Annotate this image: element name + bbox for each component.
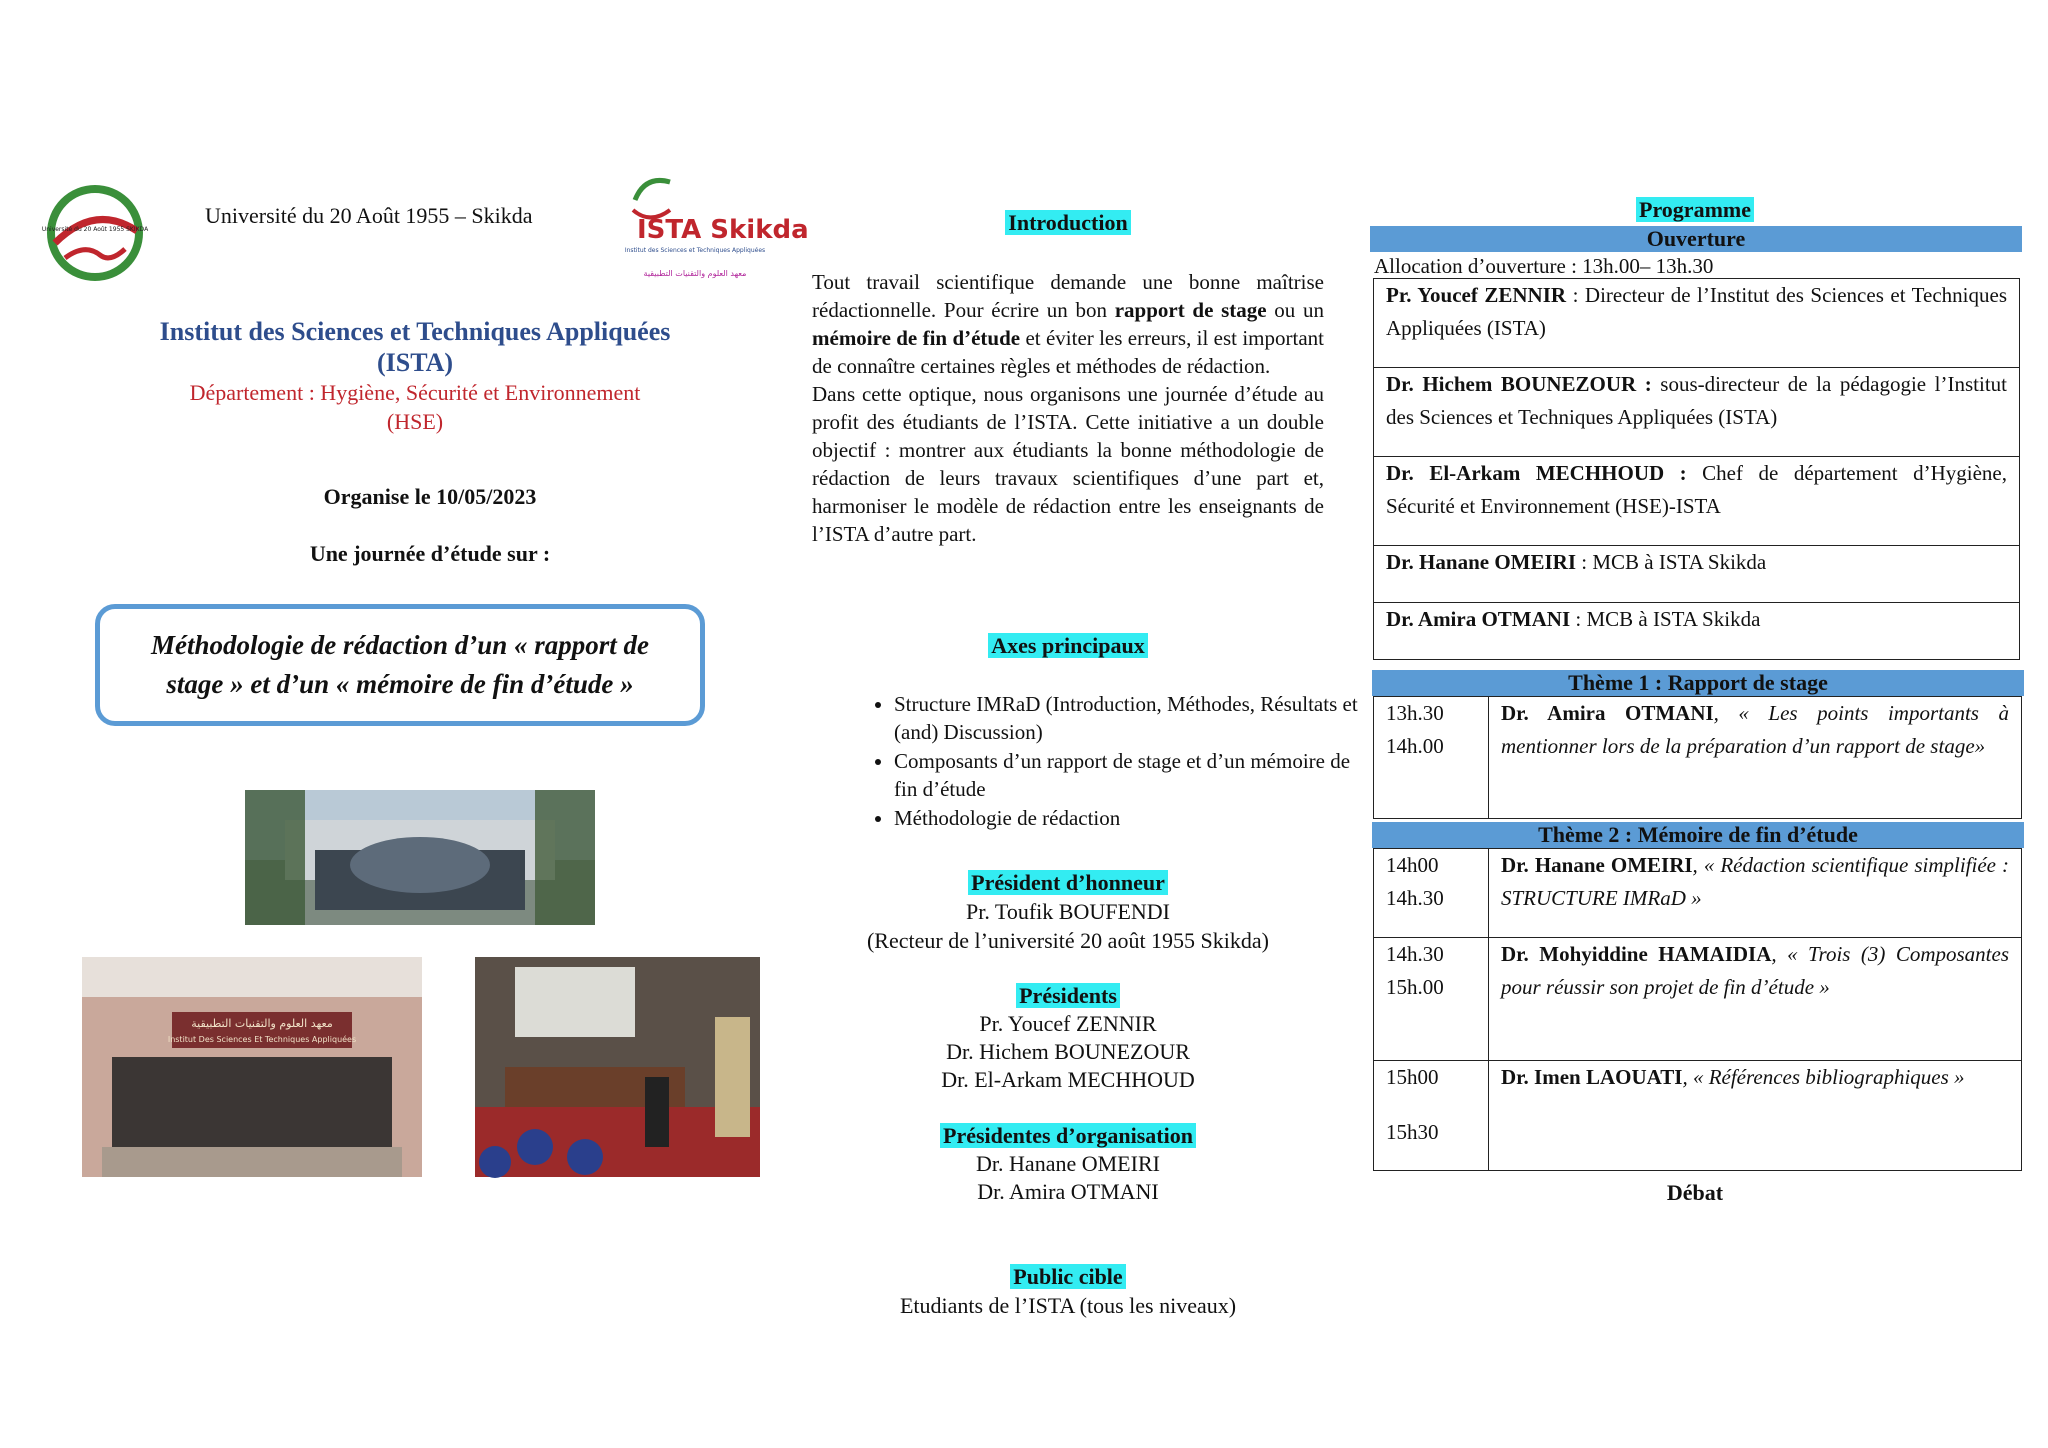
theme1-table	[1373, 696, 2022, 819]
programme-heading: Programme	[1636, 197, 1754, 222]
time-start: 14h00	[1386, 853, 1439, 877]
time-end: 15h.00	[1386, 975, 1444, 999]
theme-box	[95, 604, 705, 726]
speaker-name: Dr. Hanane OMEIRI	[1386, 550, 1576, 574]
building-sign-french: Institut Des Sciences Et Techniques Appliquées	[167, 1035, 357, 1044]
table-row	[1374, 546, 2020, 603]
talk-title: , « Références bibliographiques »	[1682, 1065, 1965, 1089]
ouverture-bar: Ouverture	[1370, 226, 2022, 252]
talk-cell	[1489, 1061, 2022, 1171]
ista-logo-arabic: معهد العلوم والتقنيات التطبيقية	[643, 269, 747, 278]
speaker-name: Dr. Hanane OMEIRI	[1501, 853, 1693, 877]
public-heading: Public cible	[1010, 1264, 1125, 1289]
campus-entrance-photo	[245, 790, 595, 925]
theme1-bar: Thème 1 : Rapport de stage	[1372, 670, 2024, 696]
debat-label: Débat	[1666, 1180, 1724, 1205]
organiser-name: Dr. Hanane OMEIRI	[976, 1151, 1160, 1176]
intro-text-part: ou un	[1266, 298, 1325, 322]
speaker-role: sous-directeur de la pédagogie l’Institut des Sciences et Techniques Appliquées (ISTA)	[1386, 372, 2007, 429]
ista-logo-text: ISTA Skikda	[637, 215, 809, 245]
introduction-text	[812, 268, 1324, 548]
time-cell	[1374, 938, 1489, 1061]
organise-date: Organise le 10/05/2023	[323, 484, 537, 509]
time-cell	[1374, 1061, 1489, 1171]
honorary-president-role: (Recteur de l’université 20 août 1955 Skikda)	[866, 928, 1269, 953]
theme-title: Méthodologie de rédaction d’un « rapport de stage » et d’un « mémoire de fin d’étude »	[151, 630, 649, 699]
time-start: 15h00	[1386, 1065, 1439, 1089]
president-name: Dr. El-Arkam MECHHOUD	[941, 1067, 1195, 1092]
intro-bold-rapport: rapport de stage	[1114, 298, 1267, 322]
speaker-role: : MCB à ISTA Skikda	[1570, 607, 1761, 631]
presidents-section	[812, 982, 1324, 1094]
speaker-name: Dr. Amira OTMANI	[1501, 701, 1714, 725]
introduction-paragraph-2: Dans cette optique, nous organisons une journée d’étude au profit des étudiants de l’ISTA. Cette initiative a un double objectif : montrer aux étudiants la bonne méthodologie de rédaction de leurs travaux scientifiques d’une part et, harmoniser le modèle de rédaction entre les enseignants de l’ISTA d’autre part.	[812, 382, 1324, 546]
ista-logo	[624, 170, 809, 285]
talk-cell	[1489, 849, 2022, 938]
talk-title: , « Rédaction scientifique simplifiée : STRUCTURE IMRaD »	[1501, 853, 2009, 910]
table-row	[1374, 1061, 2022, 1171]
department-line2: (HSE)	[386, 409, 444, 434]
university-name: Université du 20 Août 1955 – Skikda	[205, 203, 533, 228]
public-section	[812, 1262, 1324, 1320]
journee-label: Une journée d’étude sur :	[309, 541, 551, 566]
time-cell	[1374, 697, 1489, 819]
time-cell	[1374, 849, 1489, 938]
programme-title	[1370, 197, 2020, 223]
speaker-name: Dr. El-Arkam MECHHOUD :	[1386, 461, 1687, 485]
honorary-president-heading: Président d’honneur	[968, 870, 1168, 895]
axes-list	[860, 690, 1364, 833]
talk-title: , « Trois (3) Composantes pour réussir son projet de fin d’étude »	[1501, 942, 2009, 999]
table-row	[1374, 938, 2022, 1061]
honorary-president-section	[812, 868, 1324, 955]
speaker-name: Dr. Mohyiddine HAMAIDIA	[1501, 942, 1772, 966]
organisation-heading: Présidentes d’organisation	[940, 1123, 1196, 1148]
department-line1: Département : Hygiène, Sécurité et Environnement	[189, 380, 641, 405]
time-end: 15h30	[1386, 1120, 1439, 1144]
opening-speaker	[1374, 546, 2020, 603]
axes-item: • Méthodologie de rédaction	[894, 804, 1364, 832]
axes-item: • Composants d’un rapport de stage et d’un mémoire de fin d’étude	[894, 747, 1364, 803]
speaker-role: : Directeur de l’Institut des Sciences et Techniques Appliquées (ISTA)	[1386, 283, 2008, 340]
institute-title-line1: Institut des Sciences et Techniques Appliquées	[159, 317, 671, 346]
university-logo-text: Université du 20 Août 1955 SKIKDA	[41, 226, 149, 233]
intro-text-part: et éviter les erreurs, il est important de connaître certaines règles et méthodes de rédaction.	[812, 326, 1324, 378]
talk-cell	[1489, 697, 2022, 819]
table-row	[1374, 457, 2020, 546]
table-row	[1374, 279, 2020, 368]
presidents-heading: Présidents	[1016, 983, 1120, 1008]
organiser-name: Dr. Amira OTMANI	[977, 1179, 1159, 1204]
opening-speaker	[1374, 603, 2020, 660]
table-row	[1374, 368, 2020, 457]
intro-text-part: Tout travail scientifique demande une bonne maîtrise rédactionnelle. Pour écrire un bon	[812, 270, 1324, 322]
time-end: 14h.00	[1386, 734, 1444, 758]
institute-building-photo	[82, 957, 422, 1177]
table-row	[1374, 603, 2020, 660]
speaker-role: : MCB à ISTA Skikda	[1576, 550, 1767, 574]
speaker-name: Pr. Youcef ZENNIR	[1386, 283, 1567, 307]
university-logo	[41, 183, 149, 283]
conference-room-photo	[475, 957, 760, 1177]
public-text: Etudiants de l’ISTA (tous les niveaux)	[899, 1293, 1237, 1318]
introduction-heading-text: Introduction	[1005, 210, 1130, 235]
opening-speaker	[1374, 368, 2020, 457]
opening-speaker	[1374, 279, 2020, 368]
table-row	[1374, 849, 2022, 938]
organisation-section	[812, 1122, 1324, 1206]
talk-title: , « Les points importants à mentionner lors de la préparation d’un rapport de stage»	[1501, 701, 2009, 758]
theme2-bar: Thème 2 : Mémoire de fin d’étude	[1372, 822, 2024, 848]
speaker-name: Dr. Amira OTMANI	[1386, 607, 1571, 631]
speaker-role: Chef de département d’Hygiène, Sécurité et Environnement (HSE)-ISTA	[1386, 461, 2007, 518]
talk-cell	[1489, 938, 2022, 1061]
institute-title-line2: (ISTA)	[376, 348, 454, 377]
theme2-table	[1373, 848, 2022, 1171]
axes-item: • Structure IMRaD (Introduction, Méthodes, Résultats et (and) Discussion)	[894, 690, 1364, 746]
intro-bold-memoire: mémoire de fin d’étude	[812, 326, 1021, 350]
speaker-name: Dr. Hichem BOUNEZOUR :	[1386, 372, 1652, 396]
building-sign-arabic: معهد العلوم والتقنيات التطبيقية	[191, 1017, 333, 1030]
opening-speaker	[1374, 457, 2020, 546]
allocation-text: Allocation d’ouverture : 13h.00– 13h.30	[1374, 254, 1714, 278]
introduction-paragraph-1	[812, 268, 1324, 380]
honorary-president-name: Pr. Toufik BOUFENDI	[965, 899, 1170, 924]
president-name: Pr. Youcef ZENNIR	[979, 1011, 1157, 1036]
axes-heading	[812, 633, 1324, 659]
ista-logo-subtitle: Institut des Sciences et Techniques Appliquées	[624, 247, 766, 254]
president-name: Dr. Hichem BOUNEZOUR	[946, 1039, 1190, 1064]
axes-heading-text: Axes principaux	[988, 633, 1147, 658]
time-start: 14h.30	[1386, 942, 1444, 966]
institute-title	[130, 316, 700, 378]
department	[130, 378, 700, 436]
time-end: 14h.30	[1386, 886, 1444, 910]
introduction-heading	[812, 210, 1324, 236]
time-start: 13h.30	[1386, 701, 1444, 725]
table-row	[1374, 697, 2022, 819]
speaker-name: Dr. Imen LAOUATI	[1501, 1065, 1683, 1089]
opening-speakers-table	[1373, 278, 2020, 660]
